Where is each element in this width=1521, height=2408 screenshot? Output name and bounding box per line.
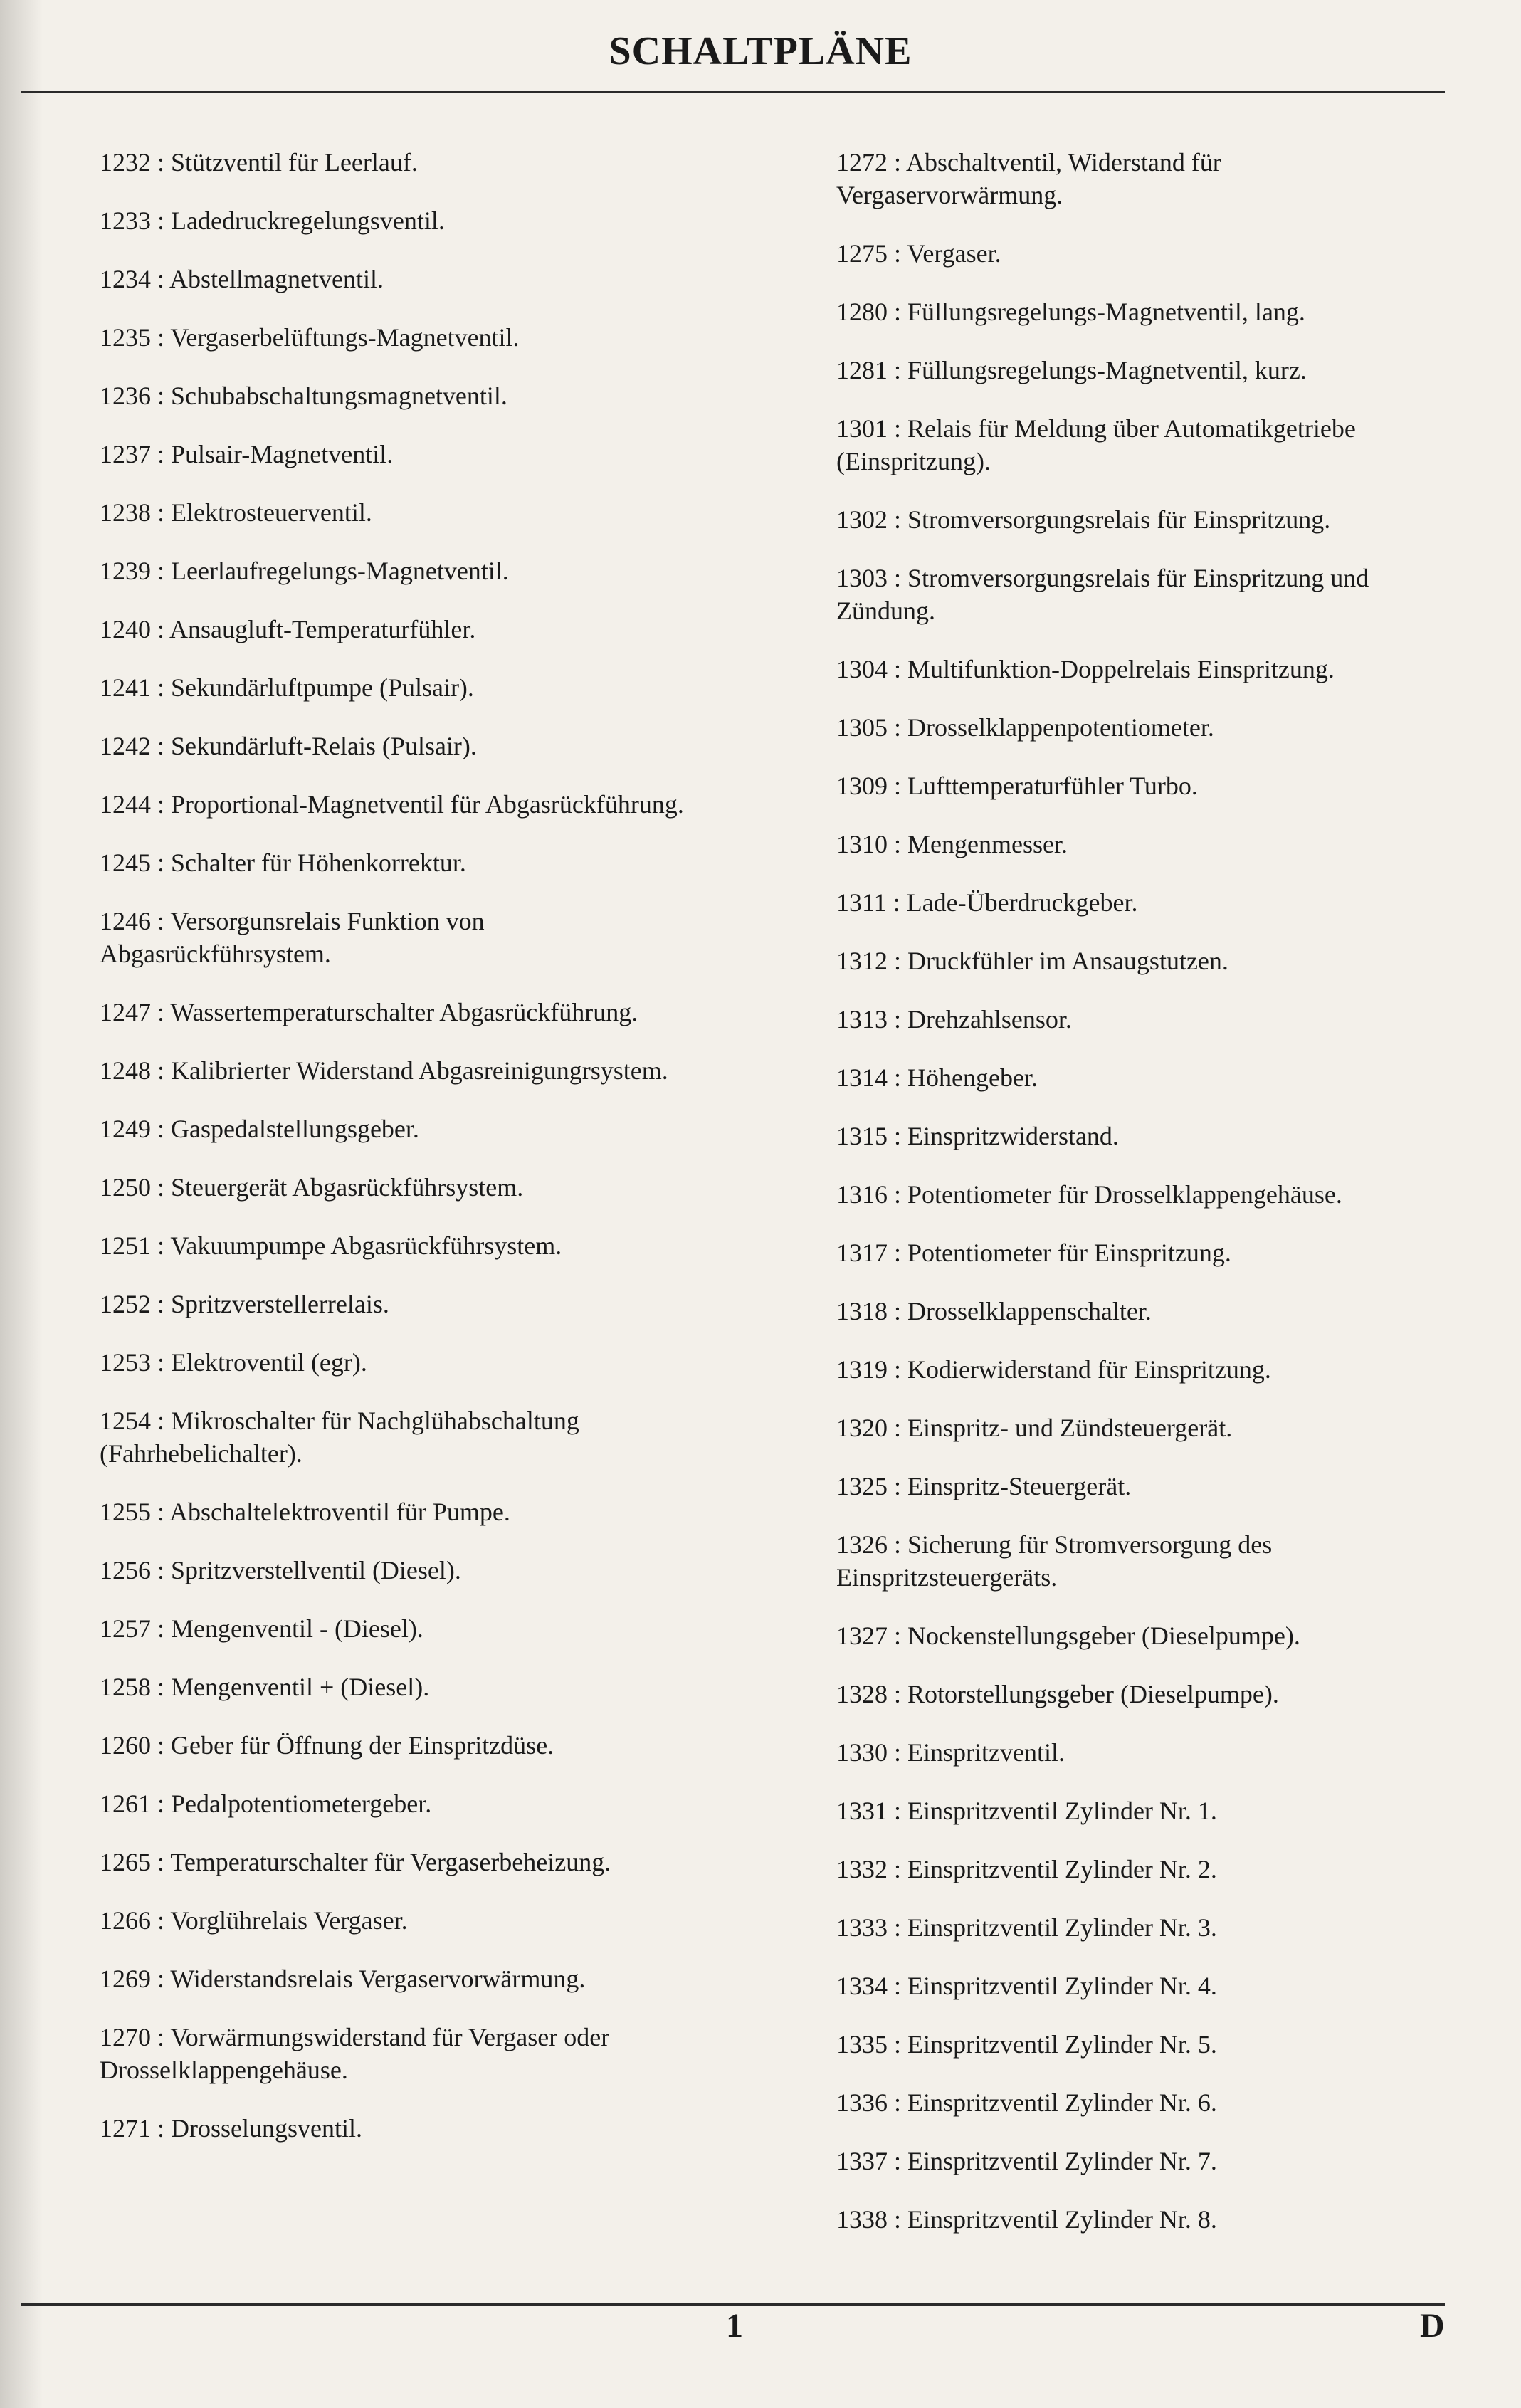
legend-entry: 1316 : Potentiometer für Drosselklappengehäuse.	[836, 1180, 1342, 1209]
legend-entry: 1270 : Vorwärmungswiderstand für Vergaser oder Drosselklappengehäuse.	[100, 2023, 610, 2084]
legend-entry: 1327 : Nockenstellungsgeber (Dieselpumpe).	[836, 1621, 1300, 1650]
header-rule	[21, 91, 1445, 93]
legend-entry: 1320 : Einspritz- und Zündsteuergerät.	[836, 1414, 1233, 1442]
legend-entry: 1234 : Abstellmagnetventil.	[100, 265, 384, 293]
legend-entry: 1239 : Leerlaufregelungs-Magnetventil.	[100, 557, 509, 585]
legend-entry: 1336 : Einspritzventil Zylinder Nr. 6.	[836, 2088, 1217, 2117]
legend-entry: 1244 : Proportional-Magnetventil für Abgasrückführung.	[100, 790, 684, 819]
legend-entry: 1309 : Lufttemperaturfühler Turbo.	[836, 772, 1198, 800]
legend-entry: 1333 : Einspritzventil Zylinder Nr. 3.	[836, 1913, 1217, 1942]
footer-rule	[21, 2303, 1445, 2306]
legend-entry: 1337 : Einspritzventil Zylinder Nr. 7.	[836, 2147, 1217, 2175]
legend-entry: 1266 : Vorglührelais Vergaser.	[100, 1906, 408, 1935]
legend-entry: 1258 : Mengenventil + (Diesel).	[100, 1673, 430, 1701]
legend-entry: 1304 : Multifunktion-Doppelrelais Einspritzung.	[836, 655, 1335, 683]
legend-entry: 1301 : Relais für Meldung über Automatikgetriebe (Einspritzung).	[836, 414, 1356, 475]
legend-entry: 1241 : Sekundärluftpumpe (Pulsair).	[100, 673, 474, 702]
legend-entry: 1331 : Einspritzventil Zylinder Nr. 1.	[836, 1797, 1217, 1825]
legend-entry: 1303 : Stromversorgungsrelais für Einspritzung und Zündung.	[836, 564, 1369, 625]
legend-entry: 1265 : Temperaturschalter für Vergaserbeheizung.	[100, 1848, 611, 1876]
legend-entry: 1237 : Pulsair-Magnetventil.	[100, 440, 394, 468]
legend-entry: 1334 : Einspritzventil Zylinder Nr. 4.	[836, 1972, 1217, 2000]
legend-entry: 1247 : Wassertemperaturschalter Abgasrückführung.	[100, 998, 638, 1026]
legend-entry: 1257 : Mengenventil - (Diesel).	[100, 1614, 423, 1643]
legend-entry: 1238 : Elektrosteuerventil.	[100, 498, 372, 527]
legend-entry: 1338 : Einspritzventil Zylinder Nr. 8.	[836, 2205, 1217, 2234]
legend-entry: 1332 : Einspritzventil Zylinder Nr. 2.	[836, 1855, 1217, 1883]
legend-entry: 1319 : Kodierwiderstand für Einspritzung.	[836, 1355, 1271, 1384]
legend-entry: 1254 : Mikroschalter für Nachglühabschaltung (Fahrhebelichalter).	[100, 1407, 579, 1468]
legend-entry: 1255 : Abschaltelektroventil für Pumpe.	[100, 1498, 510, 1526]
legend-entry: 1235 : Vergaserbelüftungs-Magnetventil.	[100, 323, 520, 352]
legend-entry: 1232 : Stützventil für Leerlauf.	[100, 148, 418, 177]
legend-entry: 1250 : Steuergerät Abgasrückführsystem.	[100, 1173, 524, 1202]
legend-entry: 1269 : Widerstandsrelais Vergaservorwärmung.	[100, 1965, 586, 1993]
legend-entry: 1256 : Spritzverstellventil (Diesel).	[100, 1556, 461, 1584]
legend-entry: 1249 : Gaspedalstellungsgeber.	[100, 1115, 419, 1143]
legend-entry: 1325 : Einspritz-Steuergerät.	[836, 1472, 1132, 1500]
legend-entry: 1318 : Drosselklappenschalter.	[836, 1297, 1152, 1325]
page-number: 1	[726, 2307, 743, 2345]
legend-entry: 1233 : Ladedruckregelungsventil.	[100, 206, 445, 235]
legend-entry: 1242 : Sekundärluft-Relais (Pulsair).	[100, 732, 477, 760]
legend-entry: 1240 : Ansaugluft-Temperaturfühler.	[100, 615, 476, 643]
legend-entry: 1245 : Schalter für Höhenkorrektur.	[100, 848, 466, 877]
page-title: SCHALTPLÄNE	[609, 29, 912, 73]
legend-entry: 1326 : Sicherung für Stromversorgung des Einspritzsteuergeräts.	[836, 1530, 1273, 1592]
legend-entry: 1271 : Drosselungsventil.	[100, 2114, 362, 2143]
legend-entry: 1251 : Vakuumpumpe Abgasrückführsystem.	[100, 1231, 562, 1260]
legend-entry: 1260 : Geber für Öffnung der Einspritzdüse.	[100, 1731, 554, 1760]
legend-entry: 1335 : Einspritzventil Zylinder Nr. 5.	[836, 2030, 1217, 2059]
left-column	[100, 146, 712, 2170]
legend-entry: 1312 : Druckfühler im Ansaugstutzen.	[836, 947, 1228, 975]
legend-entry: 1275 : Vergaser.	[836, 239, 1001, 268]
legend-entry: 1248 : Kalibrierter Widerstand Abgasreinigungrsystem.	[100, 1056, 668, 1085]
legend-entry: 1311 : Lade-Überdruckgeber.	[836, 888, 1138, 917]
right-column	[836, 146, 1448, 2261]
legend-entry: 1280 : Füllungsregelungs-Magnetventil, lang.	[836, 298, 1305, 326]
legend-entry: 1281 : Füllungsregelungs-Magnetventil, kurz.	[836, 356, 1307, 384]
legend-entry: 1330 : Einspritzventil.	[836, 1738, 1065, 1767]
legend-entry: 1253 : Elektroventil (egr).	[100, 1348, 367, 1377]
legend-entry: 1302 : Stromversorgungsrelais für Einspritzung.	[836, 505, 1331, 534]
legend-entry: 1328 : Rotorstellungsgeber (Dieselpumpe).	[836, 1680, 1279, 1708]
legend-entry: 1310 : Mengenmesser.	[836, 830, 1068, 858]
language-code: D	[1420, 2307, 1445, 2345]
legend-entry: 1261 : Pedalpotentiometergeber.	[100, 1789, 432, 1818]
legend-entry: 1313 : Drehzahlsensor.	[836, 1005, 1072, 1034]
legend-entry: 1315 : Einspritzwiderstand.	[836, 1122, 1119, 1150]
legend-entry: 1305 : Drosselklappenpotentiometer.	[836, 713, 1214, 742]
legend-entry: 1272 : Abschaltventil, Widerstand für Vergaservorwärmung.	[836, 148, 1221, 209]
page-binding-shadow	[0, 0, 43, 2408]
legend-entry: 1317 : Potentiometer für Einspritzung.	[836, 1239, 1231, 1267]
legend-entry: 1246 : Versorgunsrelais Funktion von Abgasrückführsystem.	[100, 907, 485, 968]
legend-entry: 1236 : Schubabschaltungsmagnetventil.	[100, 382, 507, 410]
legend-entry: 1314 : Höhengeber.	[836, 1063, 1038, 1092]
legend-entry: 1252 : Spritzverstellerrelais.	[100, 1290, 389, 1318]
